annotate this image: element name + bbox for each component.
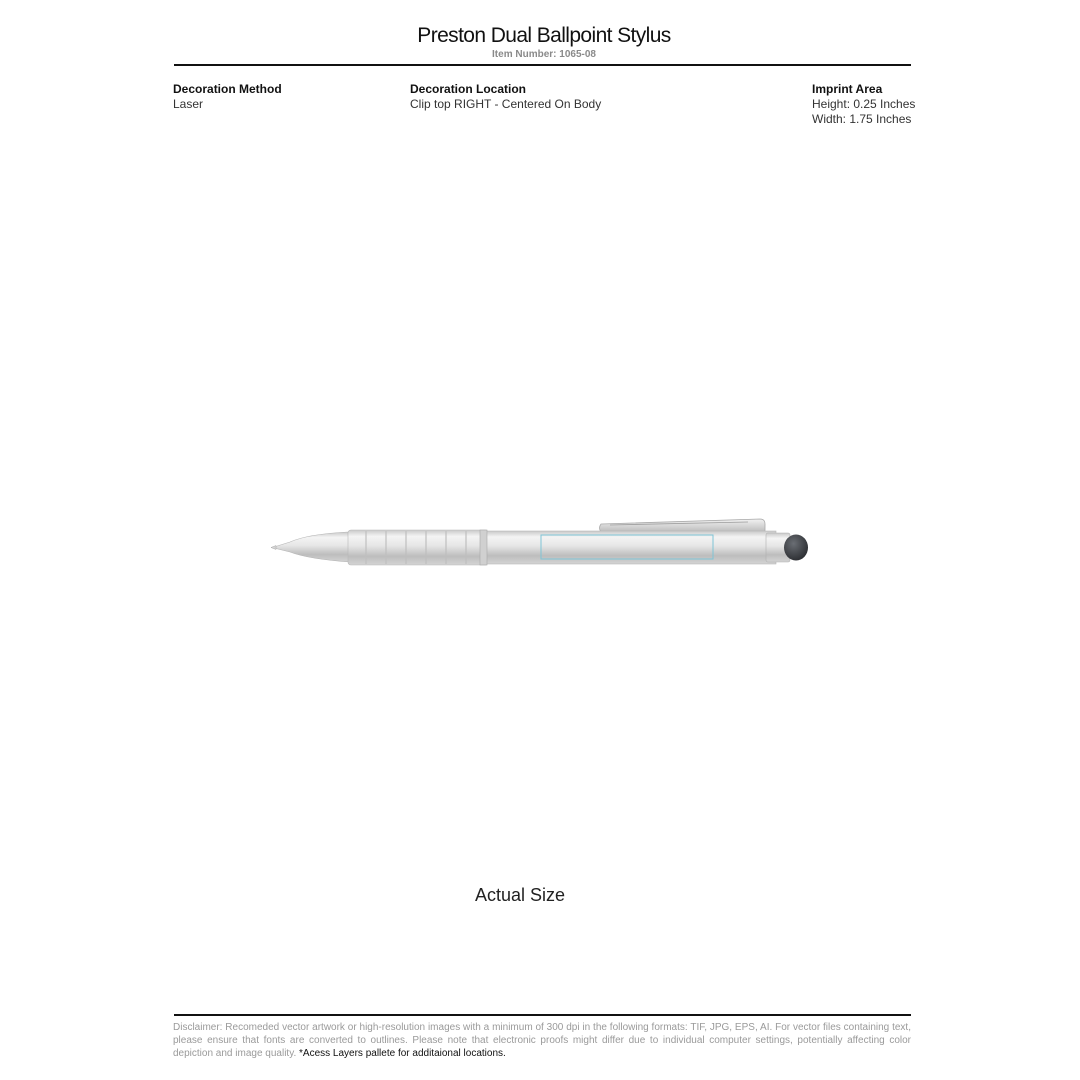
imprint-area-section [812,82,915,127]
header-divider [174,64,911,66]
imprint-height-value: Height: 0.25 Inches [812,97,916,111]
imprint-area-label: Imprint Area [812,82,883,96]
pen-grip [348,530,488,565]
product-title: Preston Dual Ballpoint Stylus [417,24,671,47]
layers-note: *Acess Layers pallete for additaional locations. [299,1048,506,1059]
pen-tip [274,532,350,562]
disclaimer [173,1021,911,1060]
decoration-method-value: Laser [173,97,204,111]
ballpoint-stylus-pen-image [268,512,816,572]
decoration-method-section [173,82,282,112]
pen-clip [600,519,766,532]
decoration-location-label: Decoration Location [410,82,527,96]
decoration-location-section [410,82,601,112]
disclaimer-text: Disclaimer: Recomeded vector artwork or high-resolution images with a minimum of 300 dpi in the following formats: TIF, JPG, EPS, AI. For vector files containing text, please ensure that fonts are converted to outlines. Please note that electronic proofs might differ due to individual computer settings, potentially affecting color depiction and image quality. [173,1022,911,1059]
decoration-method-label: Decoration Method [173,82,282,96]
footer-divider [174,1014,911,1016]
decoration-location-value: Clip top RIGHT - Centered On Body [410,97,602,111]
stylus-tip [784,535,808,561]
actual-size-caption: Actual Size [474,885,566,905]
imprint-width-value: Width: 1.75 Inches [812,112,912,126]
item-number: Item Number: 1065-08 [492,49,596,60]
